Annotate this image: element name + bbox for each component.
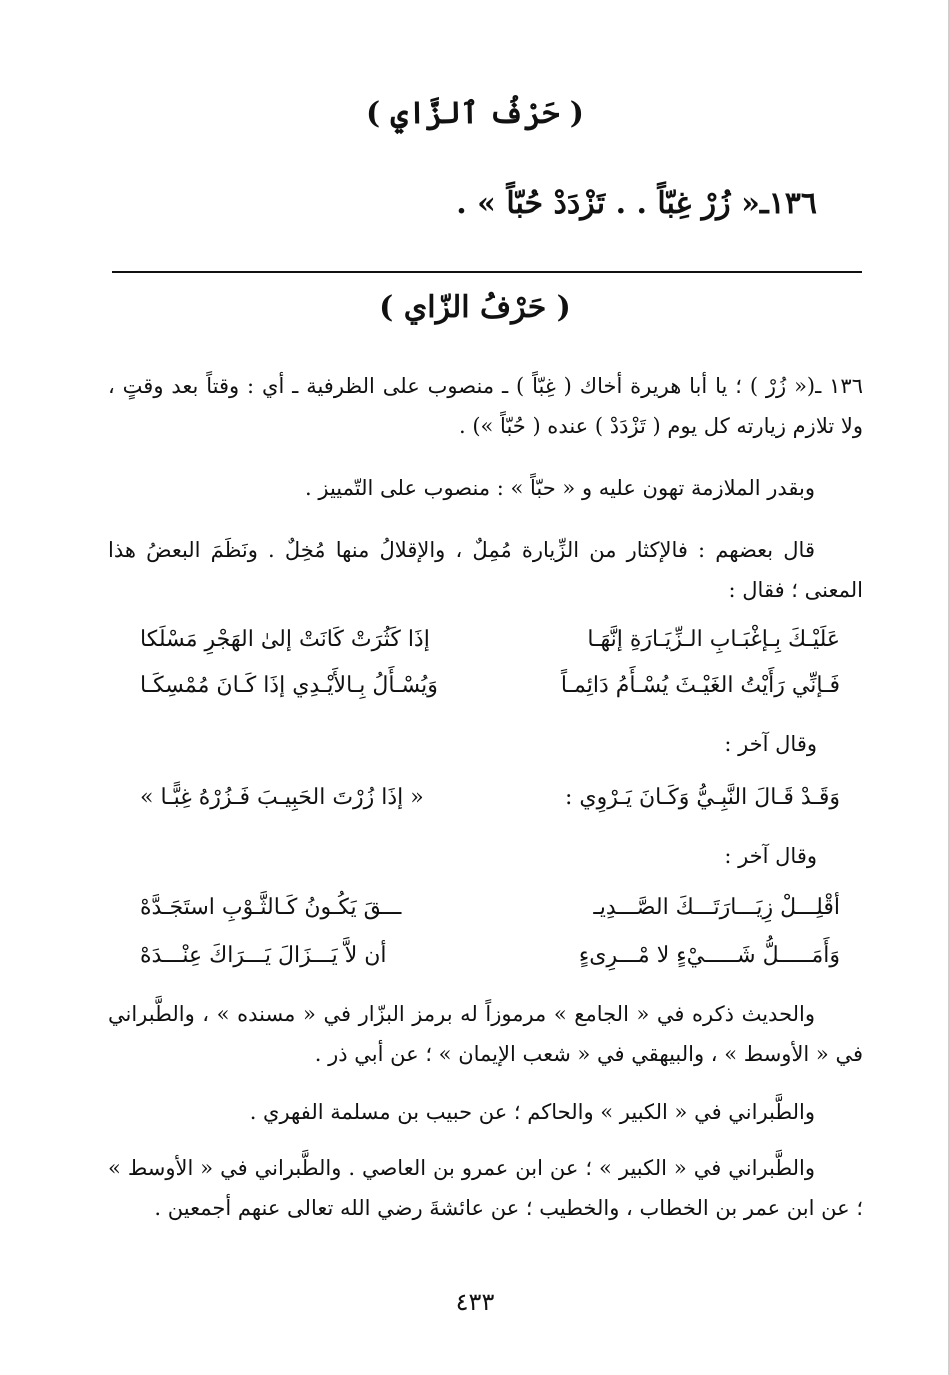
said-another-label: وقال آخر : (724, 844, 817, 868)
hemistich-second: ـــقَ يَكُـونُ كَـالثَّـوْبِ استَجَـدَّهْ (140, 895, 402, 920)
page-number: ٤٣٣ (455, 1288, 495, 1316)
hemistich-second: وَيُسْـأَلُ بِـالأَيْـدِي إذَا كَـانَ مُمْسِكَـا (140, 673, 438, 698)
hemistich-first: أقْلِـــلْ زِيَـــارَتَـــكَ الصَّـــدِيـ (593, 895, 840, 920)
paragraph-3: قال بعضهم : فالإكثار من الزِّيارة مُمِلٌ ، والإقلالُ منها مُخِلٌ . ونَظَمَ البعضُ هذا المعنى ؛ فقال : (108, 538, 863, 602)
sharh-chapter-title: ( حَرْفُ الزّاي ) (379, 290, 571, 325)
poem3-verse-1 (140, 888, 840, 928)
matn-hadith-line: ١٣٦ـ« زُرْ غِبّاً . . تَزْدَدْ حُبّاً » . (456, 186, 817, 221)
paragraph-6: والطَّبراني في « الكبير » ؛ عن ابن عمرو بن العاصي . والطَّبراني في « الأوسط » ؛ عن ابن عمر بن الخطاب ، والخطيب ؛ عن عائشةَ رضي الله تعالى عنهم أجمعين . (108, 1156, 863, 1220)
paragraph-5: والطَّبراني في « الكبير » والحاكم ؛ عن حبيب بن مسلمة الفهري . (249, 1100, 815, 1124)
hemistich-first: وَأَمَـــــلُّ شَـــــيْءٍ لا مْـــرِىءٍ (578, 943, 840, 968)
paragraph-1: ١٣٦ ـ(« زُرْ ) ؛ يا أبا هريرة أخاك ( غِبّاً ) ـ منصوب على الظرفية ـ أي : وقتاً بعد وقتٍ ، ولا تلازم زيارته كل يوم ( تَزْدَدْ ) عنده ( حُبّاً ») . (108, 374, 863, 438)
poem2-verse-1 (140, 778, 840, 818)
paragraph-4: والحديث ذكره في « الجامع » مرموزاً له برمز البزّار في « مسنده » ، والطَّبراني في « الأوسط » ، والبيهقي في « شعب الإيمان » ؛ عن أبي ذر . (108, 1002, 863, 1066)
paragraph-2: وبقدر الملازمة تهون عليه و « حبّاً » : منصوب على التّمييز . (305, 476, 815, 500)
section-divider (112, 271, 862, 273)
hemistich-first: عَلَيْـكَ بِـإغْبَـابِ الـزِّيَـارَةِ إنَّهَـا (587, 627, 840, 652)
said-another-label: وقال آخر : (724, 732, 817, 756)
matn-chapter-title: ( حَرْفُ ٱلزَّايِ ) (366, 96, 584, 131)
hemistich-second: إذَا كَثُرَتْ كَانَتْ إلىٰ الهَجْرِ مَسْلَكا (140, 627, 430, 652)
poem1-verse-2 (140, 666, 840, 706)
hemistich-second: أن لاَّ يَـــزَالَ يَـــرَاكَ عِنْـــدَهْ (140, 943, 387, 968)
poem1-verse-1 (140, 620, 840, 660)
hemistich-second: « إذَا زُرْتَ الحَبِيـبَ فَـزُرْهُ غِبًّـا » (140, 785, 424, 810)
hemistich-first: فَـإنِّي رَأَيْتُ الغَيْـثَ يُسْـأَمُ دَائِمـاً (560, 673, 840, 698)
poem3-verse-2 (140, 936, 840, 976)
hemistich-first: وَقَـدْ قَـالَ النَّبِـيُّ وَكَـانَ يَـرْوِي : (565, 785, 840, 810)
